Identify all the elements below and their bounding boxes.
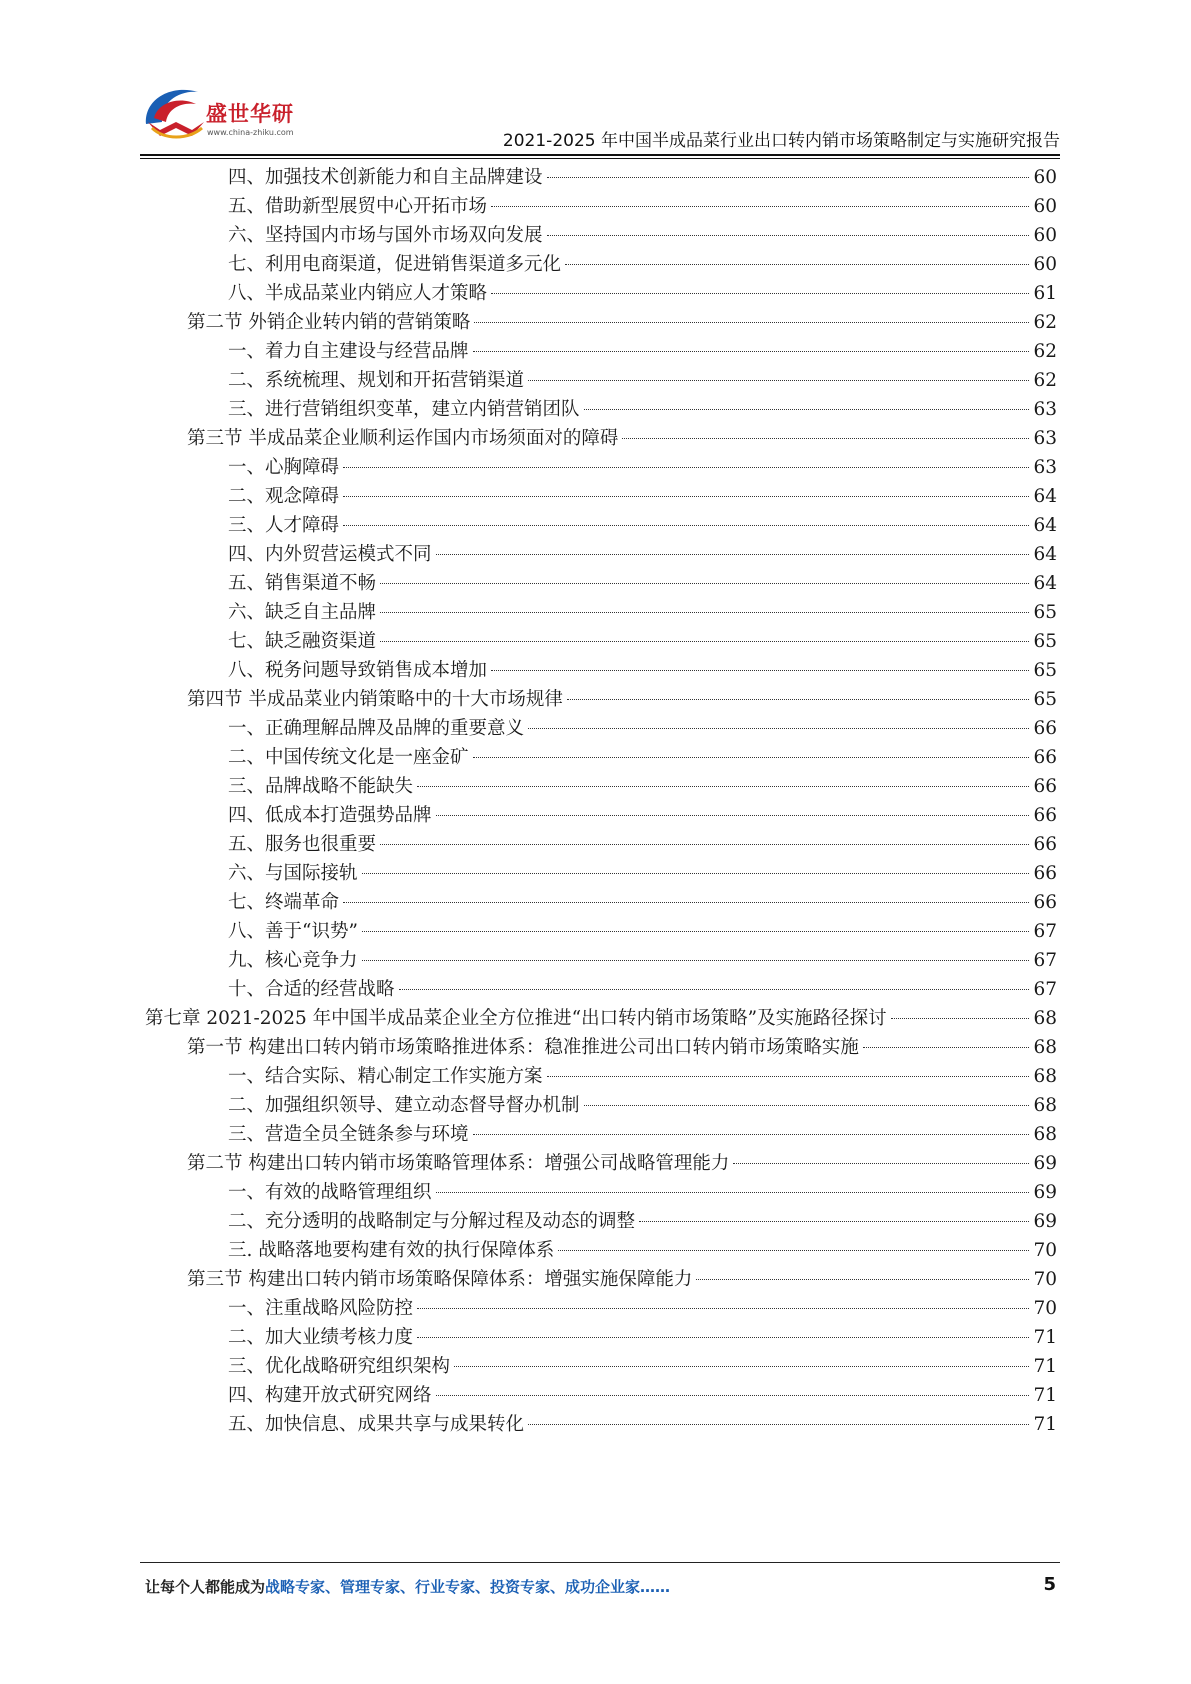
toc-entry[interactable] — [228, 655, 1057, 686]
toc-entry[interactable] — [228, 510, 1057, 541]
toc-entry-page: 65 — [1033, 631, 1057, 652]
toc-dot-leader — [417, 1337, 1029, 1338]
report-title: 2021-2025 年中国半成品菜行业出口转内销市场策略制定与实施研究报告 — [502, 131, 1060, 151]
toc-entry-label: 四、构建开放式研究网络 — [228, 1385, 432, 1406]
brand-url: www.china-zhiku.com — [207, 128, 294, 137]
toc-entry-label: 七、缺乏融资渠道 — [228, 631, 377, 652]
toc-dot-leader — [343, 525, 1029, 526]
header-divider-thin — [140, 158, 1060, 159]
toc-entry-label: 五、销售渠道不畅 — [228, 573, 377, 594]
toc-entry-label: 二、充分透明的战略制定与分解过程及动态的调整 — [228, 1211, 636, 1232]
toc-dot-leader — [491, 293, 1029, 294]
toc-entry-page: 66 — [1033, 805, 1057, 826]
toc-entry[interactable] — [228, 162, 1057, 193]
toc-entry[interactable] — [228, 916, 1057, 947]
footer-slogan — [145, 1576, 670, 1597]
toc-entry-page: 61 — [1033, 283, 1057, 304]
toc-entry-page: 71 — [1033, 1385, 1057, 1406]
toc-dot-leader — [380, 583, 1029, 584]
toc-dot-leader — [343, 467, 1029, 468]
toc-dot-leader — [454, 1366, 1029, 1367]
toc-entry[interactable] — [228, 829, 1057, 860]
toc-entry-page: 60 — [1033, 167, 1057, 188]
brand-name: 盛世华研 — [206, 102, 294, 126]
toc-entry-page: 65 — [1033, 602, 1057, 623]
footer-slogan-highlight: 战略专家、管理专家、行业专家、投资专家、成功企业家…… — [265, 1578, 671, 1596]
toc-entry-label: 三、品牌战略不能缺失 — [228, 776, 414, 797]
toc-entry[interactable] — [228, 191, 1057, 222]
toc-entry-label: 三、进行营销组织变革，建立内销营销团队 — [228, 399, 580, 420]
toc-entry[interactable] — [228, 220, 1057, 251]
toc-entry[interactable] — [228, 249, 1057, 280]
toc-entry-label: 四、低成本打造强势品牌 — [228, 805, 432, 826]
toc-entry-page: 68 — [1033, 1066, 1057, 1087]
toc-entry-page: 68 — [1033, 1037, 1057, 1058]
toc-entry[interactable] — [228, 945, 1057, 976]
toc-dot-leader — [417, 786, 1029, 787]
toc-entry[interactable] — [228, 1351, 1057, 1382]
toc-entry-label: 三、营造全员全链条参与环境 — [228, 1124, 469, 1145]
toc-entry[interactable] — [228, 1293, 1057, 1324]
toc-entry-page: 63 — [1033, 457, 1057, 478]
page-header — [140, 78, 1060, 156]
toc-entry-page: 66 — [1033, 863, 1057, 884]
toc-entry-page: 68 — [1033, 1008, 1057, 1029]
toc-entry-page: 64 — [1033, 515, 1057, 536]
toc-entry[interactable] — [145, 1003, 1057, 1034]
toc-entry-label: 八、税务问题导致销售成本增加 — [228, 660, 488, 681]
toc-entry[interactable] — [187, 1264, 1057, 1295]
toc-entry[interactable] — [228, 887, 1057, 918]
toc-entry-label: 三、人才障碍 — [228, 515, 340, 536]
toc-dot-leader — [399, 989, 1030, 990]
toc-entry[interactable] — [228, 1380, 1057, 1411]
toc-entry[interactable] — [228, 1409, 1057, 1440]
toc-entry[interactable] — [228, 1235, 1057, 1266]
toc-entry-page: 70 — [1033, 1240, 1057, 1261]
toc-entry-label: 八、善于“识势” — [228, 921, 358, 942]
toc-dot-leader — [567, 699, 1030, 700]
toc-entry-page: 66 — [1033, 718, 1057, 739]
toc-dot-leader — [622, 438, 1029, 439]
toc-entry-label: 一、有效的战略管理组织 — [228, 1182, 432, 1203]
toc-entry[interactable] — [187, 1032, 1057, 1063]
toc-entry[interactable] — [228, 771, 1057, 802]
toc-entry[interactable] — [228, 278, 1057, 309]
toc-entry[interactable] — [228, 1119, 1057, 1150]
toc-entry[interactable] — [187, 1148, 1057, 1179]
toc-entry-page: 62 — [1033, 312, 1057, 333]
toc-dot-leader — [891, 1018, 1030, 1019]
toc-entry-page: 69 — [1033, 1182, 1057, 1203]
toc-entry-label: 二、加强组织领导、建立动态督导督办机制 — [228, 1095, 580, 1116]
toc-entry-label: 第七章 2021-2025 年中国半成品菜企业全方位推进“出口转内销市场策略”及实施路径探讨 — [145, 1008, 887, 1029]
toc-entry-label: 四、内外贸营运模式不同 — [228, 544, 432, 565]
toc-entry-page: 64 — [1033, 573, 1057, 594]
toc-dot-leader — [558, 1250, 1029, 1251]
toc-entry-page: 69 — [1033, 1153, 1057, 1174]
toc-dot-leader — [343, 902, 1029, 903]
toc-entry-page: 67 — [1033, 950, 1057, 971]
toc-entry[interactable] — [228, 1322, 1057, 1353]
toc-entry-page: 66 — [1033, 834, 1057, 855]
toc-entry[interactable] — [187, 423, 1057, 454]
toc-dot-leader — [733, 1163, 1029, 1164]
toc-entry[interactable] — [228, 858, 1057, 889]
toc-entry-label: 四、加强技术创新能力和自主品牌建设 — [228, 167, 543, 188]
toc-entry-label: 一、着力自主建设与经营品牌 — [228, 341, 469, 362]
toc-entry-page: 65 — [1033, 689, 1057, 710]
toc-entry-label: 七、利用电商渠道，促进销售渠道多元化 — [228, 254, 562, 275]
toc-entry[interactable] — [228, 597, 1057, 628]
toc-dot-leader — [473, 1134, 1030, 1135]
toc-entry-label: 第二节 外销企业转内销的营销策略 — [187, 312, 471, 333]
toc-dot-leader — [547, 1076, 1030, 1077]
toc-entry[interactable] — [228, 1090, 1057, 1121]
toc-entry-page: 60 — [1033, 225, 1057, 246]
toc-dot-leader — [565, 264, 1029, 265]
toc-entry-page: 68 — [1033, 1095, 1057, 1116]
toc-dot-leader — [417, 1308, 1029, 1309]
toc-entry-label: 二、加大业绩考核力度 — [228, 1327, 414, 1348]
toc-dot-leader — [380, 641, 1029, 642]
toc-entry-page: 66 — [1033, 747, 1057, 768]
toc-dot-leader — [547, 235, 1030, 236]
toc-entry-label: 二、中国传统文化是一座金矿 — [228, 747, 469, 768]
toc-dot-leader — [491, 206, 1029, 207]
toc-dot-leader — [362, 931, 1030, 932]
toc-entry-page: 63 — [1033, 399, 1057, 420]
toc-entry-label: 六、缺乏自主品牌 — [228, 602, 377, 623]
toc-entry[interactable] — [228, 1206, 1057, 1237]
toc-entry-label: 九、核心竞争力 — [228, 950, 358, 971]
toc-entry-page: 64 — [1033, 544, 1057, 565]
toc-entry-label: 三. 战略落地要构建有效的执行保障体系 — [228, 1240, 555, 1261]
page-number: 5 — [1043, 1574, 1056, 1595]
toc-entry-page: 65 — [1033, 660, 1057, 681]
toc-entry-label: 一、心胸障碍 — [228, 457, 340, 478]
toc-entry-label: 一、注重战略风险防控 — [228, 1298, 414, 1319]
toc-dot-leader — [436, 1395, 1030, 1396]
toc-entry-page: 68 — [1033, 1124, 1057, 1145]
toc-entry-label: 第三节 半成品菜企业顺利运作国内市场须面对的障碍 — [187, 428, 619, 449]
toc-dot-leader — [436, 554, 1030, 555]
toc-entry-label: 八、半成品菜业内销应人才策略 — [228, 283, 488, 304]
toc-dot-leader — [380, 612, 1029, 613]
toc-entry[interactable] — [228, 539, 1057, 570]
toc-entry-label: 二、系统梳理、规划和开拓营销渠道 — [228, 370, 525, 391]
toc-entry-page: 71 — [1033, 1414, 1057, 1435]
toc-entry-page: 62 — [1033, 341, 1057, 362]
toc-entry[interactable] — [228, 800, 1057, 831]
toc-dot-leader — [547, 177, 1030, 178]
toc-entry-label: 三、优化战略研究组织架构 — [228, 1356, 451, 1377]
toc-entry-label: 一、正确理解品牌及品牌的重要意义 — [228, 718, 525, 739]
toc-entry[interactable] — [187, 684, 1057, 715]
toc-entry-label: 第三节 构建出口转内销市场策略保障体系：增强实施保障能力 — [187, 1269, 693, 1290]
toc-entry-label: 第四节 半成品菜业内销策略中的十大市场规律 — [187, 689, 563, 710]
toc-entry[interactable] — [187, 307, 1057, 338]
toc-entry-page: 60 — [1033, 254, 1057, 275]
toc-entry[interactable] — [228, 1061, 1057, 1092]
toc-entry-page: 66 — [1033, 776, 1057, 797]
toc-dot-leader — [436, 1192, 1030, 1193]
toc-entry-page: 67 — [1033, 921, 1057, 942]
toc-entry-label: 七、终端革命 — [228, 892, 340, 913]
toc-entry-label: 六、坚持国内市场与国外市场双向发展 — [228, 225, 543, 246]
toc-entry[interactable] — [228, 713, 1057, 744]
toc-entry-page: 69 — [1033, 1211, 1057, 1232]
toc-entry[interactable] — [228, 742, 1057, 773]
toc-dot-leader — [474, 322, 1029, 323]
toc-entry-label: 六、与国际接轨 — [228, 863, 358, 884]
toc-entry-page: 70 — [1033, 1269, 1057, 1290]
toc-dot-leader — [528, 380, 1029, 381]
toc-dot-leader — [436, 815, 1030, 816]
toc-dot-leader — [380, 844, 1029, 845]
toc-dot-leader — [362, 960, 1030, 961]
toc-entry-label: 一、结合实际、精心制定工作实施方案 — [228, 1066, 543, 1087]
toc-entry[interactable] — [228, 365, 1057, 396]
toc-entry[interactable] — [228, 336, 1057, 367]
toc-dot-leader — [343, 496, 1029, 497]
toc-dot-leader — [491, 670, 1029, 671]
toc-dot-leader — [362, 873, 1030, 874]
toc-dot-leader — [863, 1047, 1030, 1048]
footer-divider — [140, 1562, 1060, 1563]
footer-slogan-prefix: 让每个人都能成为 — [145, 1578, 266, 1596]
toc-entry-label: 五、服务也很重要 — [228, 834, 377, 855]
toc-entry-page: 62 — [1033, 370, 1057, 391]
toc-entry-label: 十、合适的经营战略 — [228, 979, 395, 1000]
header-divider — [140, 154, 1060, 156]
toc-entry-label: 第一节 构建出口转内销市场策略推进体系：稳准推进公司出口转内销市场策略实施 — [187, 1037, 859, 1058]
toc-entry[interactable] — [228, 626, 1057, 657]
toc-dot-leader — [528, 1424, 1029, 1425]
toc-entry-label: 二、观念障碍 — [228, 486, 340, 507]
toc-entry[interactable] — [228, 452, 1057, 483]
toc-dot-leader — [473, 757, 1030, 758]
toc-entry-label: 五、借助新型展贸中心开拓市场 — [228, 196, 488, 217]
toc-entry[interactable] — [228, 1177, 1057, 1208]
toc-entry-page: 66 — [1033, 892, 1057, 913]
toc-entry-page: 63 — [1033, 428, 1057, 449]
toc-dot-leader — [696, 1279, 1029, 1280]
toc-entry-page: 70 — [1033, 1298, 1057, 1319]
toc-entry[interactable] — [228, 481, 1057, 512]
toc-dot-leader — [639, 1221, 1029, 1222]
toc-entry-page: 64 — [1033, 486, 1057, 507]
toc-entry-page: 71 — [1033, 1356, 1057, 1377]
toc-entry-label: 五、加快信息、成果共享与成果转化 — [228, 1414, 525, 1435]
toc-dot-leader — [584, 409, 1030, 410]
toc-entry-page: 67 — [1033, 979, 1057, 1000]
toc-entry[interactable] — [228, 394, 1057, 425]
toc-entry[interactable] — [228, 568, 1057, 599]
toc-dot-leader — [528, 728, 1029, 729]
toc-entry-page: 60 — [1033, 196, 1057, 217]
toc-entry-page: 71 — [1033, 1327, 1057, 1348]
toc-entry-label: 第二节 构建出口转内销市场策略管理体系：增强公司战略管理能力 — [187, 1153, 730, 1174]
toc-dot-leader — [584, 1105, 1030, 1106]
toc-dot-leader — [473, 351, 1030, 352]
toc-entry[interactable] — [228, 974, 1057, 1005]
